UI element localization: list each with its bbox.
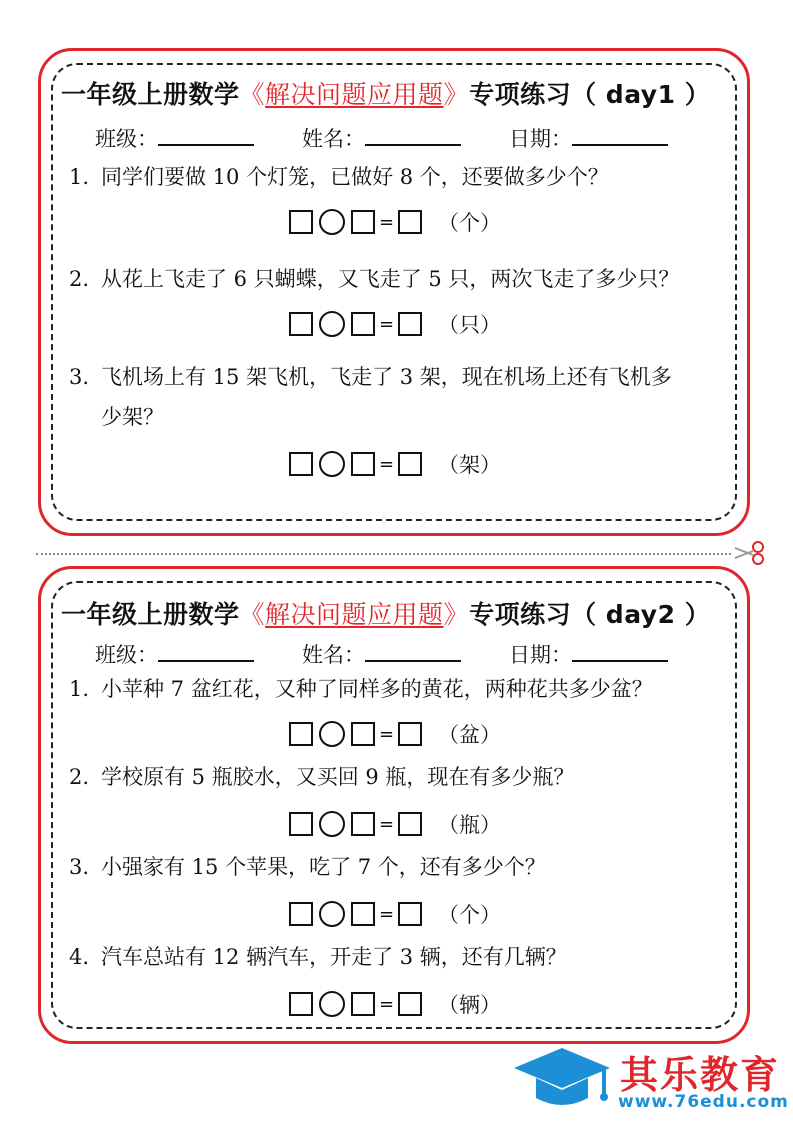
answer-box[interactable] (289, 312, 313, 336)
question-number: 2. (69, 765, 90, 789)
answer-box[interactable] (289, 210, 313, 234)
result-box[interactable] (398, 210, 422, 234)
question-number: 1. (69, 165, 90, 189)
operator-circle[interactable] (319, 311, 345, 337)
cut-line (36, 553, 731, 555)
unit-label: （盆） (438, 723, 502, 747)
title-day: （ day2 ） (571, 600, 711, 629)
date-blank[interactable] (572, 642, 668, 662)
answer-box[interactable] (351, 210, 375, 234)
title-main: 一年级上册数学 (61, 600, 240, 629)
student-info-row (95, 639, 668, 669)
question-text: 汽车总站有 12 辆汽车，开走了 3 辆，还有几辆？ (101, 945, 567, 969)
name-blank[interactable] (365, 126, 461, 146)
date-blank[interactable] (572, 126, 668, 146)
title-book: 《解决问题应用题》 (239, 80, 470, 109)
result-box[interactable] (398, 812, 422, 836)
unit-label: （只） (438, 313, 502, 337)
equals-sign: = (378, 453, 395, 475)
question-text: 小强家有 15 个苹果，吃了 7 个，还有多少个？ (101, 855, 546, 879)
question-text: 小苹种 7 盆红花，又种了同样多的黄花，两种花共多少盆？ (101, 677, 653, 701)
unit-label: （架） (438, 453, 502, 477)
worksheet-card-day1 (38, 48, 750, 536)
question-text-continued: 少架？ (101, 405, 164, 429)
date-field[interactable] (509, 123, 668, 153)
answer-equation-1 (41, 207, 747, 237)
question-number: 2. (69, 267, 90, 291)
date-label: 日期： (509, 127, 572, 151)
answer-equation-4 (41, 989, 747, 1019)
title-book: 《解决问题应用题》 (239, 600, 470, 629)
question-1 (69, 157, 729, 197)
student-info-row (95, 123, 668, 153)
answer-box[interactable] (289, 722, 313, 746)
question-text: 飞机场上有 15 架飞机，飞走了 3 架，现在机场上还有飞机多 (101, 365, 672, 389)
result-box[interactable] (398, 902, 422, 926)
class-blank[interactable] (158, 642, 254, 662)
title-day-text: day1 (605, 80, 676, 109)
question-text: 学校原有 5 瓶胶水，又买回 9 瓶，现在有多少瓶？ (101, 765, 575, 789)
operator-circle[interactable] (319, 721, 345, 747)
equals-sign: = (378, 813, 395, 835)
class-blank[interactable] (158, 126, 254, 146)
operator-circle[interactable] (319, 451, 345, 477)
answer-box[interactable] (351, 812, 375, 836)
name-label: 姓名： (302, 643, 365, 667)
result-box[interactable] (398, 452, 422, 476)
question-2 (69, 757, 729, 797)
answer-equation-3 (41, 899, 747, 929)
worksheet-card-day2 (38, 566, 750, 1044)
answer-equation-3 (41, 449, 747, 479)
answer-box[interactable] (289, 902, 313, 926)
brand-name: 其乐教育 (620, 1053, 781, 1097)
name-blank[interactable] (365, 642, 461, 662)
scissors-icon (733, 538, 767, 568)
question-text: 从花上飞走了 6 只蝴蝶，又飞走了 5 只，两次飞走了多少只？ (101, 267, 680, 291)
equals-sign: = (378, 313, 395, 335)
unit-label: （辆） (438, 993, 502, 1017)
title-book-text: 解决问题应用题 (265, 80, 444, 109)
date-label: 日期： (509, 643, 572, 667)
answer-box[interactable] (289, 452, 313, 476)
result-box[interactable] (398, 312, 422, 336)
title-day-text: day2 (605, 600, 676, 629)
question-number: 3. (69, 855, 90, 879)
name-field[interactable] (302, 639, 461, 669)
question-number: 1. (69, 677, 90, 701)
title-book-text: 解决问题应用题 (265, 600, 444, 629)
answer-box[interactable] (351, 992, 375, 1016)
operator-circle[interactable] (319, 811, 345, 837)
operator-circle[interactable] (319, 209, 345, 235)
unit-label: （个） (438, 211, 502, 235)
name-label: 姓名： (302, 127, 365, 151)
question-number: 4. (69, 945, 90, 969)
worksheet-title (61, 595, 710, 631)
answer-equation-2 (41, 309, 747, 339)
equals-sign: = (378, 723, 395, 745)
unit-label: （个） (438, 903, 502, 927)
title-suffix: 专项练习 (469, 80, 572, 109)
class-label: 班级： (95, 127, 158, 151)
title-suffix: 专项练习 (469, 600, 572, 629)
worksheet-title (61, 75, 710, 111)
answer-box[interactable] (351, 722, 375, 746)
graduation-cap-icon (508, 1042, 616, 1114)
answer-box[interactable] (351, 312, 375, 336)
question-3 (69, 357, 729, 437)
brand-url: www.76edu.com (618, 1092, 789, 1112)
question-number: 3. (69, 365, 90, 389)
equals-sign: = (378, 993, 395, 1015)
brand-logo (508, 1040, 788, 1118)
question-2 (69, 259, 729, 299)
unit-label: （瓶） (438, 813, 502, 837)
result-box[interactable] (398, 992, 422, 1016)
answer-equation-1 (41, 719, 747, 749)
equals-sign: = (378, 211, 395, 233)
operator-circle[interactable] (319, 901, 345, 927)
question-3 (69, 847, 729, 887)
operator-circle[interactable] (319, 991, 345, 1017)
answer-box[interactable] (289, 992, 313, 1016)
answer-box[interactable] (289, 812, 313, 836)
class-field[interactable] (95, 639, 254, 669)
answer-box[interactable] (351, 452, 375, 476)
equals-sign: = (378, 903, 395, 925)
name-field[interactable] (302, 123, 461, 153)
answer-equation-2 (41, 809, 747, 839)
answer-box[interactable] (351, 902, 375, 926)
title-main: 一年级上册数学 (61, 80, 240, 109)
question-text: 同学们要做 10 个灯笼，已做好 8 个，还要做多少个？ (101, 165, 609, 189)
question-4 (69, 937, 729, 977)
question-1 (69, 669, 729, 709)
result-box[interactable] (398, 722, 422, 746)
class-label: 班级： (95, 643, 158, 667)
class-field[interactable] (95, 123, 254, 153)
date-field[interactable] (509, 639, 668, 669)
title-day: （ day1 ） (571, 80, 711, 109)
